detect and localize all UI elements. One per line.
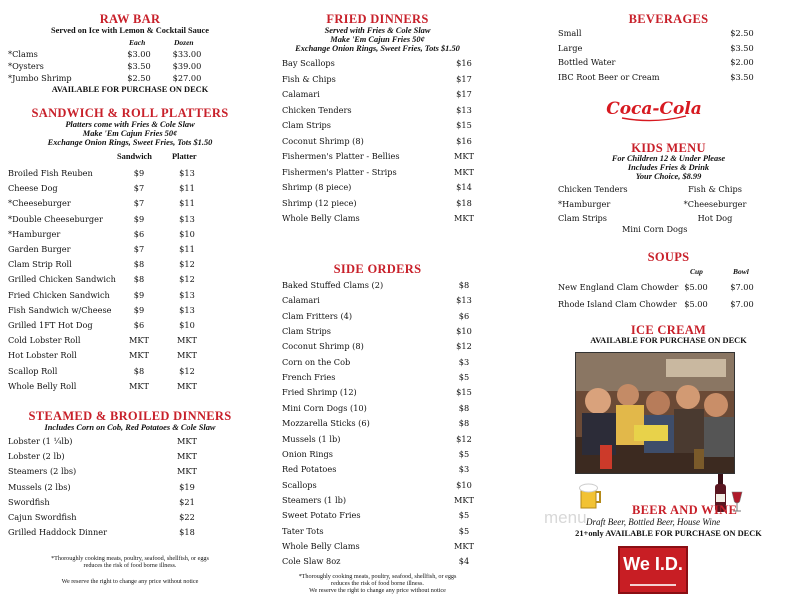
fried-sub3: Exchange Onion Rings, Sweet Fries, Tots $1.50: [295, 44, 460, 53]
beverage-name: Large: [558, 42, 583, 53]
sandwich-sub1: Platters come with Fries & Cole Slaw: [65, 120, 195, 129]
item-price: MKT: [177, 451, 197, 462]
kids-item-left: Clam Strips: [558, 213, 608, 223]
item-price-platter: $12: [179, 259, 195, 270]
soups-col-cup: Cup: [690, 267, 703, 276]
item-name: Hot Lobster Roll: [8, 350, 77, 361]
item-name: Steamers (1 lb): [282, 494, 347, 505]
menu-watermark: menu: [544, 508, 587, 527]
raw-bar-col-dozen: Dozen: [174, 38, 194, 47]
item-price: MKT: [454, 213, 474, 223]
we-id-badge-stripe: [630, 584, 676, 586]
item-price-sandwich: $9: [133, 168, 145, 178]
item-price-platter: $10: [179, 320, 195, 330]
item-price-sandwich: $9: [133, 213, 145, 224]
item-price: $16: [456, 58, 472, 68]
item-price: MKT: [177, 466, 197, 477]
beer-mug-icon: [578, 482, 604, 510]
item-name: *Hamburger: [8, 228, 61, 239]
item-name: Broiled Fish Reuben: [8, 168, 93, 178]
item-price-each: $3.50: [127, 61, 151, 71]
item-price: $18: [456, 197, 472, 208]
item-price-dozen: $33.00: [172, 49, 202, 59]
item-name: Steamers (2 lbs): [8, 466, 77, 477]
item-name: Fried Shrimp (12): [282, 387, 357, 398]
item-price: MKT: [454, 540, 474, 551]
item-price-platter: $10: [179, 228, 195, 239]
item-price-sandwich: $7: [133, 183, 145, 194]
sandwich-title: SANDWICH & ROLL PLATTERS: [31, 106, 229, 120]
item-name: Clam Strips: [282, 326, 332, 337]
item-price: $15: [456, 120, 472, 130]
item-name: Grilled Chicken Sandwich: [8, 274, 116, 285]
item-price-sandwich: $6: [133, 320, 145, 330]
raw-bar-title: RAW BAR: [99, 12, 161, 26]
coca-cola-logo-text: Coca-Cola: [606, 99, 702, 119]
coca-cola-logo-graphic: [606, 94, 702, 124]
item-name: Corn on the Cob: [282, 356, 351, 367]
item-price-platter: $13: [179, 289, 195, 300]
beverage-name: Bottled Water: [558, 57, 616, 67]
item-name: Clam Strips: [282, 120, 332, 130]
item-name: Fish & Chips: [282, 73, 336, 84]
item-name: Bay Scallops: [282, 58, 335, 68]
item-name: Mussels (2 lbs): [8, 481, 71, 492]
raw-bar-col-each: Each: [129, 38, 146, 47]
item-name: French Fries: [282, 372, 336, 383]
item-price-platter: $13: [179, 213, 195, 224]
item-name: Scallop Roll: [8, 365, 58, 376]
item-price: $21: [179, 496, 195, 507]
item-price: $18: [179, 527, 195, 538]
beer-title: BEER AND WINE: [632, 503, 738, 517]
item-price: $5: [458, 510, 470, 521]
beverage-price: $2.00: [730, 57, 754, 67]
item-name: Whole Belly Roll: [8, 380, 77, 391]
raw-bar-subtitle: Served on Ice with Lemon & Cocktail Sauce: [51, 26, 209, 35]
group-photo-graphic: [576, 353, 734, 473]
item-price: $3: [458, 356, 470, 367]
item-price-each: $2.50: [127, 73, 151, 83]
item-price: $13: [456, 104, 472, 115]
item-price-sandwich: $6: [133, 228, 145, 239]
kids-center-item: Mini Corn Dogs: [622, 224, 688, 234]
item-price: $10: [456, 479, 472, 490]
steamed-title: STEAMED & BROILED DINNERS: [28, 409, 232, 423]
soup-name: New England Clam Chowder: [558, 282, 679, 292]
item-name: *Clams: [8, 49, 38, 59]
item-name: Shrimp (12 piece): [282, 197, 357, 208]
beverage-name: IBC Root Beer or Cream: [558, 71, 660, 82]
item-name: Fishermen's Platter - Bellies: [282, 151, 400, 161]
item-name: Grilled 1FT Hot Dog: [8, 320, 93, 330]
sides-title: SIDE ORDERS: [333, 262, 422, 276]
item-price-platter: $12: [179, 274, 195, 285]
item-name: Calamari: [282, 295, 320, 306]
soup-price-cup: $5.00: [684, 298, 708, 309]
item-price: $22: [179, 512, 195, 522]
kids-item-left: Chicken Tenders: [558, 184, 628, 194]
item-price-sandwich: MKT: [129, 350, 149, 361]
item-name: Calamari: [282, 89, 320, 99]
item-price: $6: [458, 310, 470, 321]
item-name: Lobster (2 lb): [8, 451, 65, 462]
item-name: *Cheeseburger: [8, 198, 71, 209]
middle-column: [275, 0, 480, 603]
item-price: $15: [456, 387, 472, 398]
kids-sub1: For Children 12 & Under Please: [611, 154, 726, 163]
item-price: $12: [456, 433, 472, 444]
item-price: $3: [458, 464, 470, 475]
item-price: $19: [179, 481, 195, 492]
item-price: $4: [458, 556, 470, 567]
soup-price-cup: $5.00: [684, 282, 708, 292]
group-photo: [575, 352, 735, 474]
item-name: Red Potatoes: [282, 464, 337, 475]
item-price-sandwich: MKT: [129, 335, 149, 346]
item-name: Swordfish: [8, 496, 50, 507]
item-price-each: $3.00: [127, 49, 151, 59]
item-price-sandwich: $8: [133, 274, 145, 285]
item-price-sandwich: $7: [133, 244, 145, 254]
mid-disclaimer-line1: *Thoroughly cooking meats, poultry, seafood, shellfish, or eggs: [298, 573, 457, 580]
item-price: $13: [456, 295, 472, 306]
item-name: Clam Fritters (4): [282, 310, 353, 321]
item-price-platter: $12: [179, 365, 195, 376]
item-price-sandwich: $7: [133, 198, 145, 209]
item-price: $12: [456, 341, 472, 352]
item-name: Cajun Swordfish: [8, 512, 77, 522]
fried-title: FRIED DINNERS: [326, 12, 429, 26]
sandwich-col-platter: Platter: [172, 152, 197, 161]
item-price-platter: MKT: [177, 335, 197, 346]
item-price-platter: $11: [179, 244, 195, 254]
beverage-name: Small: [558, 28, 582, 38]
left-disclaimer-line2: reduces the risk of food borne illness.: [83, 562, 177, 569]
item-price: $8: [458, 402, 470, 413]
kids-item-left: *Hamburger: [558, 198, 611, 209]
fried-sub2: Make 'Em Cajun Fries 50¢: [330, 35, 425, 44]
item-name: Shrimp (8 piece): [282, 182, 352, 192]
sandwich-col-sandwich: Sandwich: [117, 152, 152, 161]
fried-sub1: Served with Fries & Cole Slaw: [324, 26, 431, 35]
item-name: Coconut Shrimp (8): [282, 135, 364, 146]
item-price: $17: [456, 73, 472, 84]
item-price: $8: [458, 418, 470, 429]
kids-sub2: Includes Fries & Drink: [627, 163, 710, 172]
right-column: [540, 0, 777, 603]
we-id-badge-text: We I.D.: [623, 554, 683, 574]
item-price-platter: MKT: [177, 380, 197, 391]
soup-name: Rhode Island Clam Chowder: [558, 298, 677, 309]
item-name: Fried Chicken Sandwich: [8, 289, 110, 300]
item-name: Chicken Tenders: [282, 104, 352, 115]
item-price: MKT: [454, 494, 474, 505]
item-price-platter: $11: [179, 198, 195, 209]
raw-bar-note: AVAILABLE FOR PURCHASE ON DECK: [51, 85, 209, 94]
item-name: *Jumbo Shrimp: [8, 73, 72, 83]
beer-sub: Draft Beer, Bottled Beer, House Wine: [586, 517, 721, 527]
item-price-platter: $13: [179, 168, 195, 178]
item-name: Scallops: [282, 479, 317, 490]
item-price: $17: [456, 89, 472, 99]
item-name: Coconut Shrimp (8): [282, 341, 364, 352]
soups-col-bowl: Bowl: [733, 267, 749, 276]
kids-sub3: Your Choice, $8.99: [635, 172, 702, 181]
item-price: $14: [456, 182, 472, 192]
item-price-platter: $13: [179, 304, 195, 315]
item-name: Clam Strip Roll: [8, 259, 72, 270]
beverage-price: $2.50: [730, 28, 754, 38]
kids-title: KIDS MENU: [631, 141, 706, 155]
item-price-sandwich: $9: [133, 304, 145, 315]
sandwich-sub2: Make 'Em Cajun Fries 50¢: [82, 129, 178, 138]
item-price-platter: MKT: [177, 350, 197, 361]
item-name: Mussels (1 lb): [282, 433, 341, 444]
item-name: Fishermen's Platter - Strips: [282, 166, 397, 177]
item-name: Cold Lobster Roll: [8, 335, 81, 346]
item-price: MKT: [454, 166, 474, 177]
beer-note: 21+only AVAILABLE FOR PURCHASE ON DECK: [575, 529, 762, 538]
item-name: Tater Tots: [282, 525, 324, 536]
item-price: $8: [458, 280, 470, 290]
kids-item-right: Fish & Chips: [688, 184, 742, 194]
sandwich-sub3: Exchange Onion Rings, Sweet Fries, Tots $1.50: [47, 138, 213, 147]
item-price-dozen: $27.00: [172, 73, 202, 83]
soups-title: SOUPS: [647, 250, 690, 264]
item-price: $10: [456, 326, 472, 337]
item-name: Fish Sandwich w/Cheese: [8, 304, 112, 315]
item-price: $5: [458, 372, 470, 383]
mid-reserve-note: We reserve the right to change any price without notice: [309, 587, 446, 594]
kids-item-right: *Cheeseburger: [683, 198, 747, 209]
left-reserve-note: We reserve the right to change any price without notice: [61, 578, 199, 585]
beverages-title: BEVERAGES: [628, 12, 709, 26]
item-name: *Double Cheeseburger: [8, 213, 103, 224]
item-name: Whole Belly Clams: [282, 213, 360, 223]
item-name: Grilled Haddock Dinner: [8, 527, 108, 538]
item-price-sandwich: MKT: [129, 380, 149, 391]
item-name: Lobster (1 ¼lb): [8, 436, 73, 446]
item-price-platter: $11: [179, 183, 195, 194]
item-name: Mozzarella Sticks (6): [282, 418, 370, 429]
item-name: Garden Burger: [8, 244, 71, 254]
we-id-badge: [618, 546, 688, 594]
item-name: Cole Slaw 8oz: [282, 556, 341, 567]
soup-price-bowl: $7.00: [730, 282, 754, 292]
steamed-subtitle: Includes Corn on Cob, Red Potatoes & Cole Slaw: [44, 423, 216, 432]
item-price-dozen: $39.00: [172, 61, 202, 71]
coca-cola-logo: [606, 94, 702, 124]
beverage-price: $3.50: [730, 42, 754, 53]
item-price-sandwich: $8: [133, 259, 145, 270]
item-price: $5: [458, 448, 470, 459]
left-disclaimer-line1: *Thoroughly cooking meats, poultry, seafood, shellfish, or eggs: [51, 555, 209, 562]
item-name: *Oysters: [8, 61, 44, 71]
item-name: Whole Belly Clams: [282, 540, 360, 551]
ice-cream-title: ICE CREAM: [630, 323, 707, 337]
item-name: Mini Corn Dogs (10): [282, 402, 367, 413]
item-name: Cheese Dog: [8, 183, 58, 194]
item-price: $5: [458, 525, 470, 536]
item-price: MKT: [177, 436, 197, 446]
beverage-price: $3.50: [730, 71, 754, 82]
kids-item-right: Hot Dog: [697, 213, 733, 223]
ice-cream-note: AVAILABLE FOR PURCHASE ON DECK: [590, 336, 747, 345]
item-name: Baked Stuffed Clams (2): [282, 280, 384, 290]
item-name: Sweet Potato Fries: [282, 510, 361, 521]
item-price: $16: [456, 135, 472, 146]
soup-price-bowl: $7.00: [730, 298, 754, 309]
left-column: [0, 0, 260, 603]
item-name: Onion Rings: [282, 448, 333, 459]
item-price-sandwich: $9: [133, 289, 145, 300]
mid-disclaimer-line2: reduces the risk of food borne illness.: [331, 580, 424, 587]
item-price-sandwich: $8: [133, 365, 145, 376]
item-price: MKT: [454, 151, 474, 161]
